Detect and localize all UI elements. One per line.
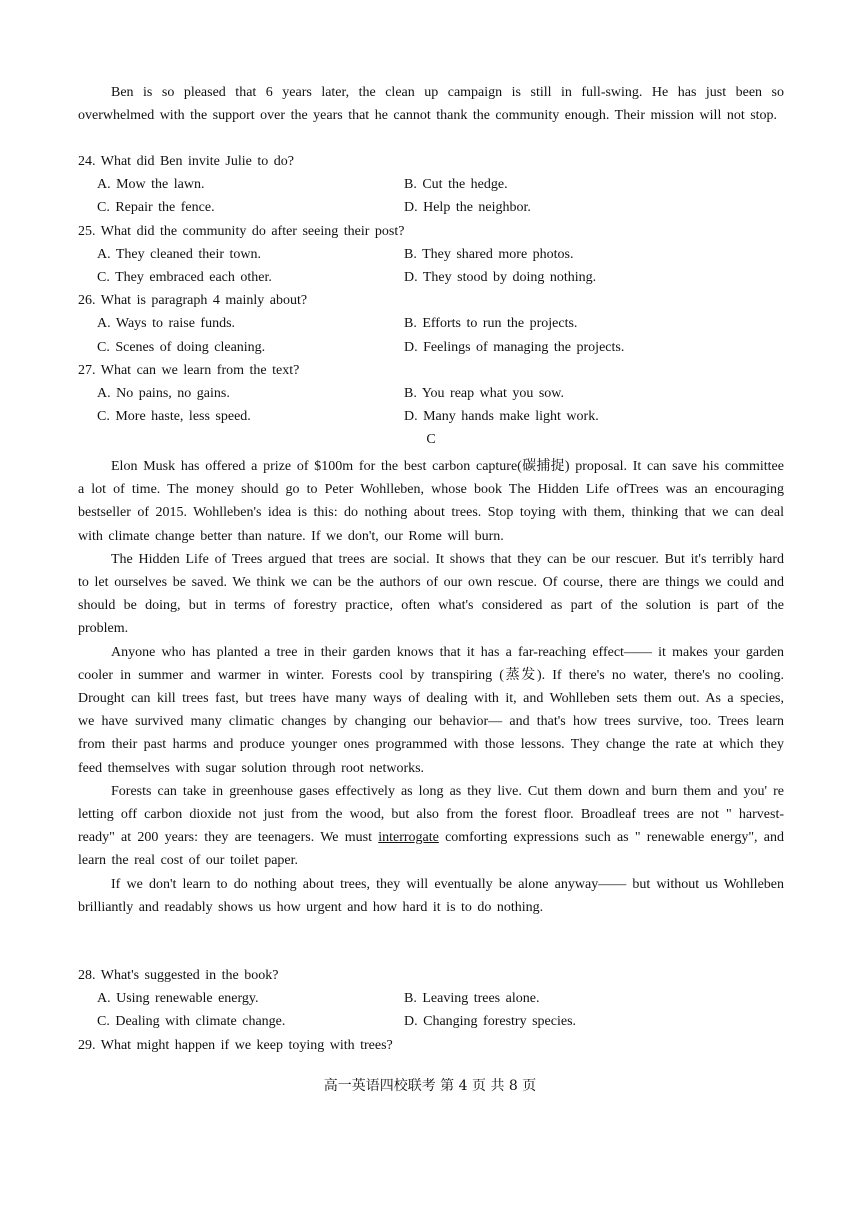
option-c: C. Scenes of doing cleaning. bbox=[97, 339, 266, 355]
paragraph-5: If we don't learn to do nothing about trees, they will eventually be alone anyway—— but without us Wohlleben brilliantly and readably shows us how urgent and how hard it is to do nothing. bbox=[78, 876, 784, 915]
passage-c bbox=[78, 455, 784, 919]
paragraph-2: The Hidden Life of Trees argued that trees are social. It shows that they can be our rescuer. But it's terribly hard to let ourselves be saved. We think we can be the authors of our own rescue. Of course, there are things we could and should be doing, but in terms of forestry practice, often what's considered as part of the solution is part of the problem. bbox=[78, 551, 784, 637]
option-a: A. They cleaned their town. bbox=[97, 246, 262, 262]
question-28 bbox=[78, 964, 784, 1034]
option-b: B. You reap what you sow. bbox=[404, 385, 564, 401]
option-a: A. Ways to raise funds. bbox=[97, 316, 236, 332]
option-a: A. Mow the lawn. bbox=[97, 177, 205, 193]
question-25 bbox=[78, 220, 784, 290]
option-d: D. Help the neighbor. bbox=[404, 200, 531, 216]
question-stem: 26. What is paragraph 4 mainly about? bbox=[78, 293, 308, 309]
option-c: C. They embraced each other. bbox=[97, 269, 272, 285]
questions-28-29 bbox=[78, 964, 784, 1057]
option-b: B. Leaving trees alone. bbox=[404, 991, 540, 1007]
underlined-word: interrogate bbox=[378, 830, 439, 846]
questions-24-27 bbox=[78, 150, 784, 452]
option-a: A. Using renewable energy. bbox=[97, 991, 259, 1007]
option-b: B. Efforts to run the projects. bbox=[404, 316, 578, 332]
question-29 bbox=[78, 1034, 784, 1057]
question-24 bbox=[78, 150, 784, 220]
paragraph-3: Anyone who has planted a tree in their garden knows that it has a far-reaching effect—— it makes your garden cooler in summer and warmer in winter. Forests cool by transpiring (蒸发). If there's no water, there's no cooling. Drought can kill trees fast, but trees have many ways of dealing with it, and Wohlleben sets them out. As a species, we have survived many climatic changes by changing our behavior— and that's how trees survive, too. Trees learn from their past harms and produce younger ones programmed with those lessons. They change the rate at which they feed themselves with sugar solution through root networks. bbox=[78, 644, 784, 776]
question-stem: 27. What can we learn from the text? bbox=[78, 362, 300, 378]
paragraph-4: Forests can take in greenhouse gases effectively as long as they live. Cut them down and burn them and you' re letting off carbon dioxide not just from the wood, but also from the forest floor. Broadleaf trees are not " harvest-ready" at 200 years: they are teenagers. We must interrogate comforting expressions such as " renewable energy", and learn the real cost of our toilet paper. bbox=[78, 783, 784, 869]
passage-b-ending bbox=[78, 81, 784, 127]
option-b: B. They shared more photos. bbox=[404, 246, 574, 262]
paragraph-1: Elon Musk has offered a prize of $100m for the best carbon capture(碳捕捉) proposal. It can save his committee a lot of time. The money should go to Peter Wohlleben, whose book The Hidden Life ofTrees was an encouraging bestseller of 2015. Wohlleben's idea is this: do nothing about trees. Stop toying with them, thinking that we can deal with climate change better than nature. If we don't, our Rome will burn. bbox=[78, 459, 784, 544]
paragraph: Ben is so pleased that 6 years later, the clean up campaign is still in full-swing. He has just been so overwhelmed with the support over the years that he cannot thank the community enough. Their mission will not stop. bbox=[78, 85, 784, 124]
question-27 bbox=[78, 359, 784, 429]
question-stem: 29. What might happen if we keep toying with trees? bbox=[78, 1037, 393, 1053]
question-stem: 25. What did the community do after seeing their post? bbox=[78, 223, 405, 239]
option-c: C. More haste, less speed. bbox=[97, 409, 251, 425]
option-c: C. Dealing with climate change. bbox=[97, 1014, 286, 1030]
option-d: D. They stood by doing nothing. bbox=[404, 269, 597, 285]
option-d: D. Changing forestry species. bbox=[404, 1014, 577, 1030]
option-d: D. Feelings of managing the projects. bbox=[404, 339, 625, 355]
question-stem: 24. What did Ben invite Julie to do? bbox=[78, 154, 294, 169]
question-stem: 28. What's suggested in the book? bbox=[78, 968, 279, 983]
section-c-title: C bbox=[426, 432, 436, 448]
option-a: A. No pains, no gains. bbox=[97, 385, 230, 401]
option-d: D. Many hands make light work. bbox=[404, 409, 599, 425]
option-c: C. Repair the fence. bbox=[97, 200, 215, 216]
question-26 bbox=[78, 289, 784, 359]
option-b: B. Cut the hedge. bbox=[404, 177, 508, 193]
page-footer: 高一英语四校联考 第 4 页 共 8 页 bbox=[323, 1078, 537, 1094]
